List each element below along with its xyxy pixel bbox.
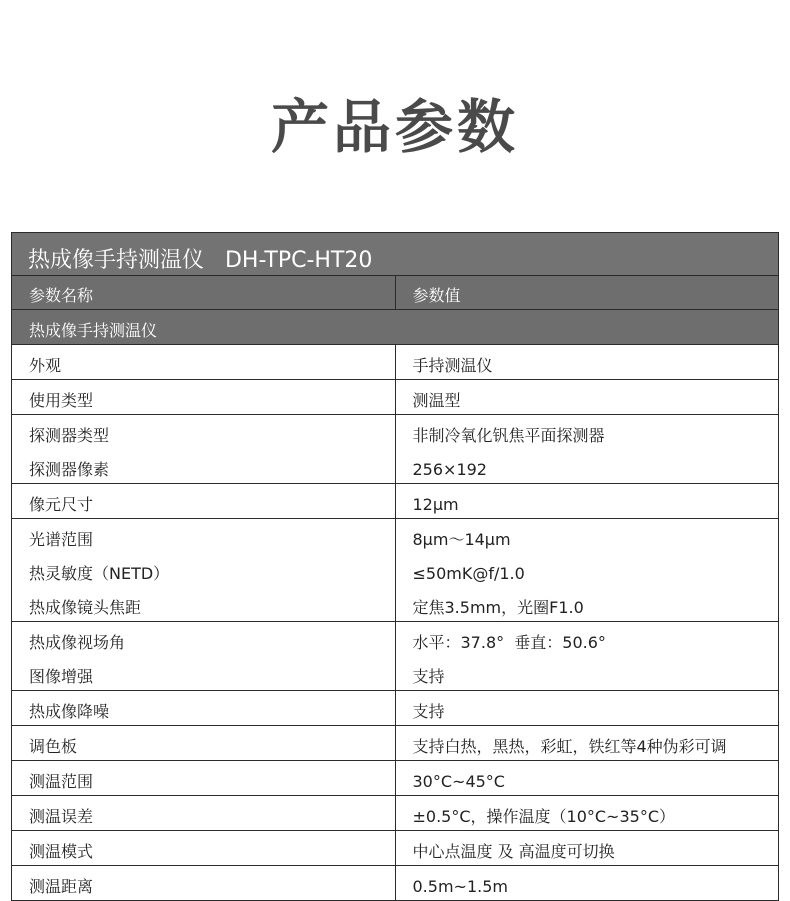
header-param-value: 参数值 xyxy=(395,276,779,310)
param-name: 测温距离 xyxy=(12,866,396,901)
table-row xyxy=(12,519,779,554)
table-row xyxy=(12,622,779,657)
param-name: 光谱范围 xyxy=(12,519,396,554)
param-value: ≤50mK@f/1.0 xyxy=(395,553,779,587)
param-value: 非制冷氧化钒焦平面探测器 xyxy=(395,415,779,450)
table-header-row xyxy=(12,276,779,310)
param-name: 外观 xyxy=(12,345,396,380)
param-name: 像元尺寸 xyxy=(12,484,396,519)
param-value: 支持 xyxy=(395,691,779,726)
param-value: 定焦3.5mm，光圈F1.0 xyxy=(395,587,779,622)
table-row xyxy=(12,831,779,866)
param-name: 热成像镜头焦距 xyxy=(12,587,396,622)
section-title: 热成像手持测温仪 xyxy=(12,310,779,345)
param-name: 测温误差 xyxy=(12,796,396,831)
param-value: 12μm xyxy=(395,484,779,519)
param-value: 手持测温仪 xyxy=(395,345,779,380)
param-value: 支持 xyxy=(395,656,779,691)
param-name: 探测器类型 xyxy=(12,415,396,450)
table-row xyxy=(12,484,779,519)
param-value: 支持白热，黑热，彩虹，铁红等4种伪彩可调 xyxy=(395,726,779,761)
table-row xyxy=(12,656,779,691)
param-value: ±0.5°C，操作温度（10°C~35°C） xyxy=(395,796,779,831)
param-name: 探测器像素 xyxy=(12,449,396,484)
table-row xyxy=(12,449,779,484)
param-value: 水平：37.8° 垂直：50.6° xyxy=(395,622,779,657)
table-row xyxy=(12,691,779,726)
param-value: 8μm～14μm xyxy=(395,519,779,554)
table-row xyxy=(12,380,779,415)
table-row xyxy=(12,796,779,831)
table-row xyxy=(12,866,779,901)
table-row xyxy=(12,415,779,450)
param-name: 测温模式 xyxy=(12,831,396,866)
spec-table xyxy=(11,232,779,901)
table-title-row xyxy=(12,233,779,276)
table-row xyxy=(12,726,779,761)
table-row xyxy=(12,587,779,622)
param-value: 中心点温度 及 高温度可切换 xyxy=(395,831,779,866)
table-row xyxy=(12,345,779,380)
param-name: 使用类型 xyxy=(12,380,396,415)
table-title: 热成像手持测温仪 DH-TPC-HT20 xyxy=(12,233,779,276)
table-section-row xyxy=(12,310,779,345)
param-value: 测温型 xyxy=(395,380,779,415)
param-name: 热成像视场角 xyxy=(12,622,396,657)
param-value: 256×192 xyxy=(395,449,779,484)
table-row xyxy=(12,761,779,796)
param-name: 调色板 xyxy=(12,726,396,761)
param-value: 0.5m~1.5m xyxy=(395,866,779,901)
param-name: 热灵敏度（NETD） xyxy=(12,553,396,587)
table-row xyxy=(12,553,779,587)
param-name: 图像增强 xyxy=(12,656,396,691)
page-title: 产品参数 xyxy=(270,93,519,161)
header-param-name: 参数名称 xyxy=(12,276,396,310)
param-name: 热成像降噪 xyxy=(12,691,396,726)
param-name: 测温范围 xyxy=(12,761,396,796)
param-value: 30°C~45°C xyxy=(395,761,779,796)
